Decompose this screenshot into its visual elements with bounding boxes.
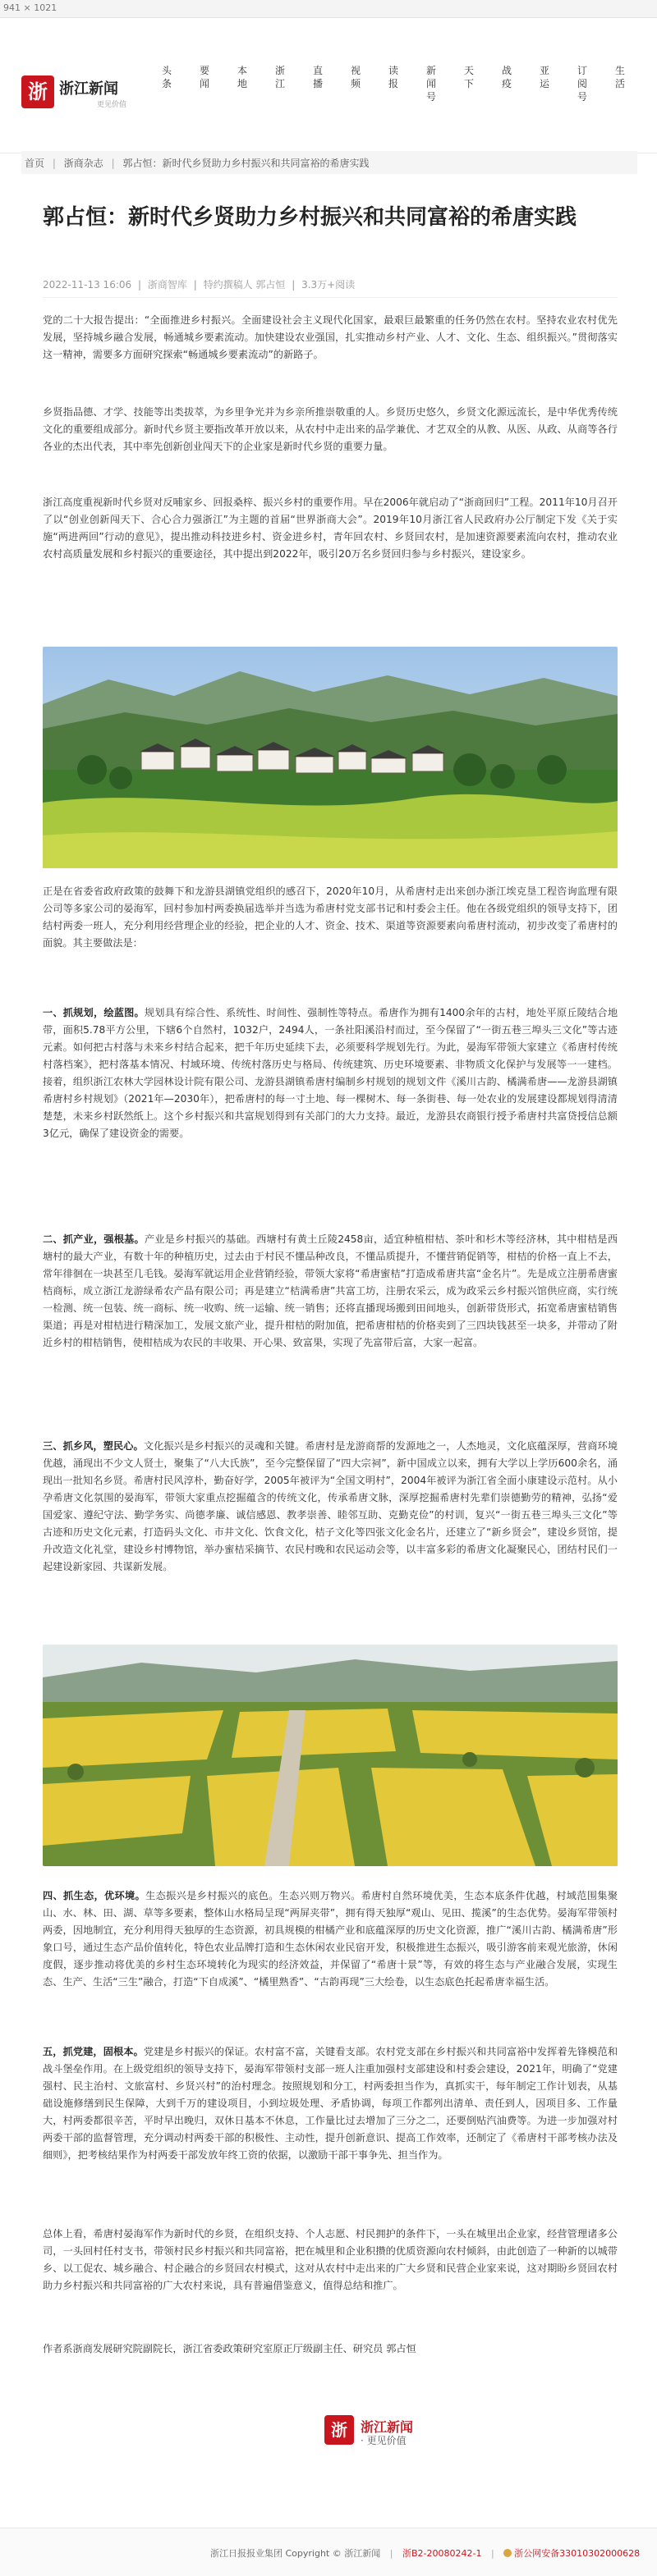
- logo-slogan: 更见价值: [97, 101, 127, 109]
- paragraph: [43, 1887, 618, 1991]
- nav-item-newsid[interactable]: 新闻号: [425, 65, 436, 103]
- paragraph: [43, 1231, 618, 1352]
- paragraph-text: 规划具有综合性、系统性、时间性、强制性等特点。希唐作为拥有1400余年的古村，地处平原丘陵结合地带，面积5.78平方公里，下辖6个自然村，1032户，2494人，一条社阳溪沿村而过，至今保留了“一街五巷三埠头三文化”等古迹元素。如何把古村落与未来乡村结合起来，把千年历史延续下去，必须要科学规划先行。为此，晏海军带领大家建立《希唐村传统村落档案》，把村落基本情况、村域环境、传统村落历史与格局、传统建筑、历史环境要素、非物质文化保护与发展等一一建档。接着，组织浙江农林大学园林设计院有限公司、龙游县湖镇希唐村编制乡村规划的规划文件《溪川古韵、橘满希唐——龙游县湖镇希唐村乡村规划》（2021年—2030年），把希唐村的每一寸土地、每一棵树木、每一条街巷、每一处农业的发展建设都规划得清清楚楚，未来乡村跃然纸上。这个乡村振兴和共富规划得到有关部门的大力支持。最近，龙游县农商银行授予希唐村共富贷授信总额3亿元，确保了建设资金的需要。: [43, 1007, 618, 1139]
- police-badge-icon: [503, 2549, 512, 2557]
- nav-item-local[interactable]: 本地: [237, 65, 247, 89]
- meta-divider: [43, 297, 618, 298]
- rapeseed-fields-image: [43, 1645, 618, 1866]
- paragraph: 总体上看，希唐村晏海军作为新时代的乡贤，在组织支持、个人志愿、村民拥护的条件下，一头在城里出企业家，经营管理诸多公司，一头回村任村支书，带领村民乡村振兴和共同富裕，把在城里和企业积攒的优质资源向农村倾斜，由此创造了一种新的以城带乡、以工促农、城乡融合、村企融合的乡贤回农村模式，这对从农村中走出来的广大乡贤和民营企业家来说，这对期盼乡贤回农村助力乡村振兴和共同富裕的广大农村来说，具有普遍借鉴意义，值得总结和推广。: [43, 2228, 618, 2291]
- publish-time: 2022-11-13 16:06: [43, 279, 132, 291]
- read-count: 3.3万+阅读: [301, 279, 356, 291]
- meta-separator: |: [137, 279, 142, 291]
- nav-item-zhejiang[interactable]: 浙江: [274, 65, 285, 89]
- logo-mark: 浙: [21, 75, 54, 108]
- paragraph-text: 生态振兴是乡村振兴的底色。生态兴则万物兴。希唐村自然环境优美，生态本底条件优越，村域范围集聚山、水、林、田、湖、草等多要素，整体山水格局呈现“两屏夹带”，拥有得天独厚“观山、见田、揽溪”的生态优势。晏海军带领村两委，因地制宜，充分利用得天独厚的生态资源，初具规模的柑橘产业和底蕴深厚的历史文化资源，推广“溪川古韵、橘满希唐”形象口号，通过生态产品价值转化，特色农业品牌打造和生态休闲农业民宿开发，积极推进生态振兴，吸引游客前来观光旅游，休闲度假，逐步推动将优美的乡村生态环境转化为现实的经济效益，并保留了“希唐十景”等，有效的将生态与产业融合发展，实现生态、生产、生活“三生”融合，打造“下自成溪”、“橘里熟香”、“古韵再现”三大绘卷，以生态底色托起希唐幸福生活。: [43, 1890, 618, 1988]
- viewport-size-label: 941 × 1021: [3, 2, 57, 13]
- paragraph: [43, 2043, 618, 2164]
- footer-separator: |: [389, 2548, 393, 2559]
- section-heading: 五，抓党建，固根本。: [43, 2046, 144, 2057]
- site-logo[interactable]: [21, 75, 128, 112]
- icp-link[interactable]: 浙B2-20080242-1: [402, 2548, 482, 2559]
- article-source[interactable]: 浙商智库: [147, 279, 187, 291]
- meta-separator: |: [193, 279, 197, 291]
- author-note: 作者系浙商发展研究院副院长，浙江省委政策研究室原正厅级副主任、研究员 郭占恒: [43, 2343, 416, 2354]
- paragraph: 正是在省委省政府政策的鼓舞下和龙游县湖镇党组织的感召下，2020年10月，从希唐村走出来创办浙江埃克垦工程咨询监理有限公司等多家公司的晏海军，回村参加村两委换届选举并当选为希唐村党支部书记和村委会主任。他在各级党组织的领导支持下，团结村两委一班人，充分利用经营理企业的经验，把企业的人才、资金、技术、渠道等资源要素向希唐村流动，初步改变了希唐村的面貌。其主要做法是：: [43, 885, 618, 949]
- site-footer: [0, 2528, 657, 2576]
- nav-item-world[interactable]: 天下: [463, 65, 474, 89]
- copyright-text: 浙江日报报业集团 Copyright © 浙江新闻: [210, 2548, 381, 2559]
- article-author: 特约撰稿人 郭占恒: [203, 279, 286, 291]
- village-landscape-image: [43, 647, 618, 868]
- logo-text: 浙江新闻: [59, 80, 118, 98]
- breadcrumb: [21, 151, 637, 174]
- breadcrumb-separator: |: [52, 158, 56, 169]
- section-heading: 一、抓规划，绘蓝图。: [43, 1007, 145, 1018]
- nav-item-life[interactable]: 生活: [614, 65, 625, 89]
- breadcrumb-home[interactable]: 首页: [25, 158, 45, 169]
- footer-logo[interactable]: [324, 2415, 489, 2448]
- footer-text: [210, 2546, 653, 2560]
- section-heading: 三、抓乡风，塑民心。: [43, 1440, 144, 1452]
- paragraph: 浙江高度重视新时代乡贤对反哺家乡、回报桑梓、振兴乡村的重要作用。早在2006年就启动了“浙商回归”工程。2011年10月召开了以“创业创新闯天下、合心合力强浙江”为主题的首届“世界浙商大会”。2019年10月浙江省人民政府办公厅制定下发《关于实施“两进两回”行动的意见》，提出推动科技进乡村、资金进乡村，青年回农村、乡贤回农村，是加速资源要素流向农村，推动农业农村高质量发展和乡村振兴的重要途径，其中提出到2022年，吸引20万名乡贤回归参与乡村振兴，建设家乡。: [43, 496, 618, 560]
- fields-photo: [43, 1645, 618, 1866]
- article-title: 郭占恒：新时代乡贤助力乡村振兴和共同富裕的希唐实践: [43, 205, 577, 230]
- meta-separator: |: [292, 279, 296, 291]
- footer-logo-mark: 浙: [324, 2415, 354, 2445]
- footer-logo-name: 浙江新闻: [361, 2419, 414, 2435]
- nav-item-epidemic[interactable]: 战疫: [501, 65, 512, 89]
- village-photo: [43, 647, 618, 868]
- breadcrumb-separator: |: [111, 158, 115, 169]
- main-nav: [153, 64, 654, 146]
- nav-item-paper[interactable]: 读报: [388, 65, 398, 89]
- window-chrome: [0, 0, 657, 18]
- paragraph: [43, 1004, 618, 1142]
- paragraph: 党的二十大报告提出：“全面推进乡村振兴。全面建设社会主义现代化国家，最艰巨最繁重的任务仍然在农村。坚持农业农村优先发展，坚持城乡融合发展，畅通城乡要素流动。加快建设农业强国，扎实推动乡村产业、人才、文化、生态、组织振兴。”贯彻落实这一精神，需要多方面研究探索“畅通城乡要素流动”的新路子。: [43, 314, 618, 360]
- paragraph: [43, 1438, 618, 1576]
- breadcrumb-section[interactable]: 浙商杂志: [63, 158, 103, 169]
- nav-item-live[interactable]: 直播: [312, 65, 323, 89]
- breadcrumb-current: 郭占恒：新时代乡贤助力乡村振兴和共同富裕的希唐实践: [122, 158, 370, 169]
- nav-item-video[interactable]: 视频: [350, 65, 361, 89]
- article-meta: [43, 277, 358, 291]
- police-record[interactable]: [503, 2548, 646, 2559]
- footer-separator: |: [490, 2548, 494, 2559]
- site-header: [0, 18, 657, 153]
- footer-slogan: · 更见价值: [361, 2435, 407, 2446]
- nav-item-headline[interactable]: 头条: [161, 65, 172, 89]
- nav-item-asiangames[interactable]: 亚运: [539, 65, 549, 89]
- police-record-text: 浙公网安备33010302000628: [514, 2548, 641, 2559]
- paragraph-text: 文化振兴是乡村振兴的灵魂和关键。希唐村是龙游商帮的发源地之一，人杰地灵，文化底蕴深厚，营商环境优越，涌现出不少文人贤士，聚集了“八大氏族”，至今完整保留了“四大宗祠”，新中国成立以来，拥有大学以上学历600余名，涌现出一批知名乡贤。希唐村民风淳朴，勤奋好学，2005年被评为“全国文明村”，2004年被评为浙江省全面小康建设示范村。从小孕希唐文化氛围的晏海军，带领大家重点挖掘蕴含的传统文化，传承希唐文脉，深厚挖掘希唐村先辈们崇德勤劳的精神，弘扬“爱国爱家、遵纪守法、勤学务实、尚德孝廉、诚信感恩、教孝崇善、睦邻互助、克勤克俭”的村训，复兴“一街五巷三埠头三文化”等古迹和历史文化元素，打造码头文化、市井文化、饮食文化，桔子文化等四张文化金名片，还建立了“新乡贤会”，建设乡贤馆，提升改造文化礼堂，建设乡村博物馆，举办蜜桔采摘节、农民村晚和农民运动会等，以丰富多彩的希唐文化凝聚民心，团结村民们一起建设新家园、共谋新发展。: [43, 1440, 618, 1572]
- nav-item-subscribe[interactable]: 订阅号: [577, 65, 587, 103]
- section-heading: 四、抓生态，优环境。: [43, 1890, 146, 1901]
- paragraph-text: 产业是乡村振兴的基础。西塘村有黄土丘陵2458亩，适宜种植柑桔、茶叶和杉木等经济林，其中柑桔是西塘村的最大产业，有数十年的种植历史，过去由于村民不懂品种改良，不懂品质提升，不懂营销促销等，柑桔的价格一直上不去，常年徘徊在一块甚至几毛钱。晏海军就运用企业营销经验，带领大家将“希唐蜜桔”打造成希唐共富“金名片”。先是成立注册希唐蜜桔商标，成立浙江龙游绿希农产品有限公司；再是建立“桔满希唐”共富工坊，注册农采云，成为政采云乡村振兴馆供应商，实行统一检测、统一包装、统一商标、统一收购、统一运输、统一销售；还将直播现场搬到田间地头，创新带货形式，拓宽希唐蜜桔销售渠道；再是对柑桔进行精深加工，发展文旅产业，提升柑桔的附加值，把希唐柑桔的价格卖到了三四块钱甚至一块多，并带动了附近乡村的柑桔销售，使柑桔成为农民的丰收果、开心果、致富果，实现了先富带后富，大家一起富。: [43, 1233, 618, 1348]
- nav-item-news[interactable]: 要闻: [199, 65, 209, 89]
- section-heading: 二、抓产业，强根基。: [43, 1233, 145, 1245]
- paragraph: 乡贤指品德、才学、技能等出类拔萃，为乡里争光并为乡亲所推崇敬重的人。乡贤历史悠久，乡贤文化源远流长，是中华优秀传统文化的重要组成部分。新时代乡贤主要指改革开放以来，从农村中走出来的品学兼优、才艺双全的从教、从医、从政、从商等各行各业的杰出代表，其中率先创新创业闯天下的企业家是新时代乡贤的重要力量。: [43, 406, 618, 452]
- paragraph-text: 党建是乡村振兴的保证。农村富不富，关键看支部。农村党支部在乡村振兴和共同富裕中发挥着先锋模范和战斗堡垒作用。在上级党组织的领导支持下，晏海军带领村支部一班人注重加强村支部建设和村委会建设，2021年，明确了“党建强村、民主治村、文旅富村、乡贤兴村”的治村理念。按照规划和分工，村两委担当作为，真抓实干，每年制定工作计划表，从基础设施修缮到民生保障，大到千万的建设项目，小到垃圾处理、矛盾协调，每项工作都列出清单、责任到人，因项目多、工作量大，村两委都很辛苦，平时早出晚归，双休日基本不休息，工作量比过去增加了三分之二，还要倒贴汽油费等。为进一步加强对村两委干部的监督管理，充分调动村两委干部的积极性、主动性，提升创新意识、提高工作效率，还制定了《希唐村干部考核办法及细则》，把考核结果作为村两委干部发放年终工资的依据，以激励干部干事争先、担当作为。: [43, 2046, 618, 2161]
